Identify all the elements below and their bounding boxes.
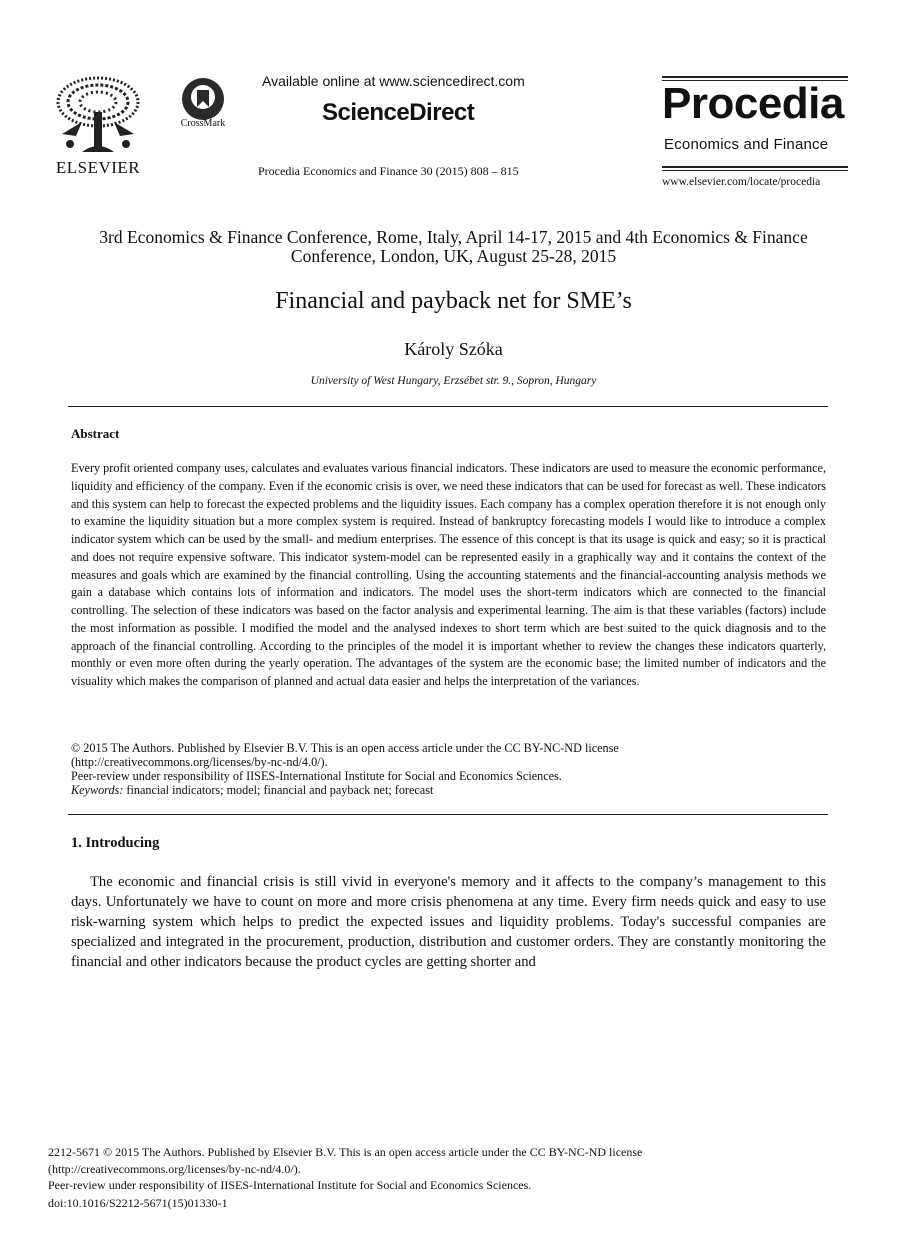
crossmark-icon[interactable]	[180, 76, 226, 122]
abstract-text: Every profit oriented company uses, calculates and evaluates various financial indicators. These indicators are used to measure the economic performance, liquidity and efficiency of the company. Even if the economic crisis is over, we need these indicators that can be used for forecast as well. These indicators and this system can help to forecast the expected problems and the liquidity issues. Each company has a complex operation therefore it is not enough only to examine the liquidity situation but a more complex system is required. Instead of bankruptcy forecasting models I would like to introduce a complex indicator system which can be used by the small- and medium enterprises. The essence of this concept is that its usage is quick and easy; so it is practical and does not require expensive software. This indicator system-model can be represented easily in a graphically way and it contains the context of the measures and goals which are examined by the financial controlling. Using the accounting statements and the financial-accounting analysis methods we gain a database which contains lots of information and indicators. The model uses the short-term indicators which are connected to the financial controlling. The selection of these indicators was based on the factor analysis and experimental learning. The aim is that these variables (factors) include the most information as possible. I modified the model and the analysed indexes to short term which are best suited to the quick diagnosis and to the approach of the financial controlling. According to the principles of the model it is important whether to review the changes these indicators quarterly, monthly or even more often during the yearly operation. The advantages of the system are the economic base; the limited number of indicators and the visuality which makes the comparison of planned and actual data easier and helps the interpretation of the variances.	[71, 461, 826, 688]
footer-issn-line: 2212-5671 © 2015 The Authors. Published by Elsevier B.V. This is an open access article under the CC BY-NC-ND license	[48, 1145, 643, 1159]
sciencedirect-brand[interactable]: ScienceDirect	[322, 99, 475, 126]
section-heading-introducing: 1. Introducing	[71, 835, 160, 851]
procedia-url[interactable]: www.elsevier.com/locate/procedia	[662, 176, 821, 188]
section-introducing-text: The economic and financial crisis is still vivid in everyone's memory and it affects to the company’s management to this days. Unfortunately we have to count on more and more crisis phenomena at any time. Every firm needs quick and easy to use risk-warning system which helps to predict the expected issues and liquidity problems. Today's successful companies are specialized and integrated in the procurement, production, distribution and customer orders. They are constantly monitoring the financial and other indicators because the product cycles are getting shorter and	[71, 874, 826, 970]
procedia-title: Procedia	[662, 79, 844, 128]
conference-line: 3rd Economics & Finance Conference, Rome, Italy, April 14-17, 2015 and 4th Economics & Finance Conference, London, UK, August 25-28, 2015	[99, 227, 808, 266]
procedia-bottom-rule-thin	[662, 170, 848, 171]
abstract-top-divider	[68, 406, 828, 407]
footer-peer-review: Peer-review under responsibility of IISES-International Institute for Social and Economics Sciences.	[48, 1178, 532, 1192]
footer-license-link[interactable]: (http://creativecommons.org/licenses/by-nc-nd/4.0/).	[48, 1162, 301, 1176]
journal-reference: Procedia Economics and Finance 30 (2015) 808 – 815	[258, 164, 519, 178]
abstract-heading: Abstract	[71, 426, 120, 441]
procedia-subtitle: Economics and Finance	[664, 136, 829, 153]
abstract-bottom-divider	[68, 814, 828, 815]
keywords-line	[71, 784, 831, 798]
elsevier-wordmark: ELSEVIER	[55, 158, 141, 177]
author-name: Károly Szóka	[404, 339, 503, 359]
paper-title: Financial and payback net for SME’s	[275, 288, 632, 314]
available-online-text: Available online at www.sciencedirect.com	[262, 73, 525, 89]
abstract-license-link[interactable]: (http://creativecommons.org/licenses/by-nc-nd/4.0/).	[71, 755, 328, 769]
abstract-copyright: © 2015 The Authors. Published by Elsevier B.V. This is an open access article under the CC BY-NC-ND license	[71, 741, 619, 755]
procedia-top-rule	[662, 76, 848, 78]
footer-doi[interactable]: doi:10.1016/S2212-5671(15)01330-1	[48, 1196, 228, 1210]
procedia-bottom-rule	[662, 166, 848, 168]
author-affiliation: University of West Hungary, Erzsébet str. 9., Sopron, Hungary	[310, 375, 597, 387]
elsevier-tree-logo	[52, 74, 144, 156]
crossmark-label: CrossMark	[180, 118, 226, 129]
abstract-peer-review: Peer-review under responsibility of IISES-International Institute for Social and Economics Sciences.	[71, 769, 562, 783]
keywords-list: financial indicators; model; financial and payback net; forecast	[126, 783, 434, 797]
keywords-label: Keywords:	[71, 783, 124, 797]
